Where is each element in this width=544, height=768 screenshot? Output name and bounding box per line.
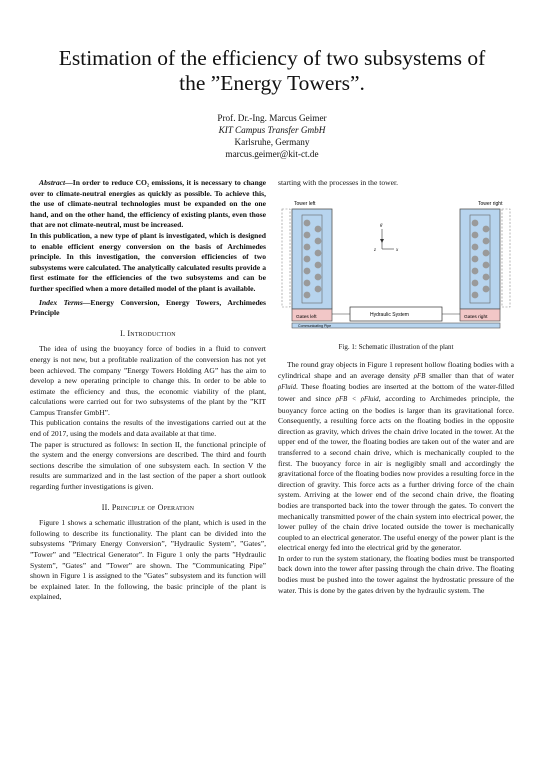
right-intro-text: starting with the processes in the tower. [278, 178, 398, 187]
abstract-p2: In this publication, a new type of plant is investigated, which is designed to enable efficient energy conversion on the basis of Archimedes principle. In this investigation, the conversion efficiencies of two subsystems were calculated. The analytically calculated results provide a first estimate for the efficiencies of the two subsystems and can be further specified when a more detailed model of the plant is available. [30, 230, 266, 293]
abstract-label: Abstract [39, 178, 66, 187]
label-communicating-pipe: Communicating Pipe [298, 323, 332, 328]
abstract-p1: —In order to reduce CO₂ emissions, it is necessary to change over to climate-neutral energies as quickly as possible. To achieve this, the use of climate-neutral technologies must be expanded on the one hand, and on the other hand, the efficiency of existing plants, even those that are not climate-neutral, must be increased. [30, 178, 266, 230]
label-tower-right: Tower right [478, 200, 503, 207]
axis-z-label: z [374, 247, 376, 253]
index-terms [30, 298, 266, 319]
index-terms-label: Index Terms [39, 297, 83, 307]
tower-left [292, 209, 332, 309]
author-name: Prof. Dr.-Ing. Marcus Geimer [217, 113, 327, 123]
section-1-heading: I. Introduction [120, 328, 176, 338]
title-line-2: the ”Energy Towers”. [179, 71, 365, 95]
index-terms-text: —Energy Conversion, Energy Towers, Archimedes Principle [30, 297, 267, 318]
rp1-b: smaller than that of water [425, 370, 515, 380]
rp1-c: . These floating bodies are inserted at the bottom of the water-filled tower and since [278, 382, 514, 403]
axis-indicator [373, 223, 399, 253]
principle-paragraph-1: Figure 1 shows a schematic illustration of the plant, which is used in the following to describe its functionality. The plant can be divided into the subsystems ”Primary Energy Conversion”, ”Hydraulic System”, ”Gates”, ”Tower” and ”Electrical Generator”. In Figure 1 only the parts ”Hydraulic System”, ”Gates” and ”Tower” are shown. The ”Communicating Pipe” shown in Figure 1 is assigned to the ”Gates” subsystem and its function will be explained later. In the following, the basic principle of the plant is explained, [30, 518, 266, 602]
intro-paragraph-3: The paper is structured as follows: In section II, the functional principle of the system and the energy conversions are described. The third and fourth sections describe the simulation of one subsystem each. In section V the results are summarized and in the last section of the paper a short outlook regarding further investigations is given. [30, 439, 266, 492]
axis-x-label: x [396, 247, 399, 253]
tower-right-outer-chain [502, 209, 510, 307]
author-city: Karlsruhe, Germany [234, 137, 310, 147]
density-inequality: ρFB < ρFluid [335, 395, 379, 403]
axis-g-label: g [380, 222, 383, 228]
tower-left-outer-chain [282, 209, 290, 307]
right-paragraph-2: In order to run the system stationary, the floating bodies must be transported back down into the tower after passing through the chain drive. The floating bodies must be pushed into the tower against the hydrostatic pressure of the water. This is done by the gates driven by the hydraulic system. The [278, 553, 514, 595]
label-gates-right: Gates right [464, 314, 488, 320]
rp1-d: , according to Archimedes principle, the buoyancy force acting on the bodies is larger than its gravitational force. Consequently, a resulting force acts on the floating bodies in the opposite direction as gravity, which drives the chain drive located in the tower. At the upper end of the tower, the floating bodies are taken out of the water and are transferred to a second chain drive, which is mechanically coupled to the first. The buoyancy force in air is negligibly small and accordingly the gravitational force of the floating bodies now provides a resulting force in the direction of gravity. This force acts as a further driving force of the chain system. Arriving at the lower end of the second chain drive, the floating bodies are transported back into the tower through the gates. To convert the mechanically transmitted power of the chain system into electrical power, the lower pulley of the chain drive located outside the tower is mechanically coupled to an electrical generator. The useful energy of the power plant is the electrical energy fed into the electrical grid by the generator. [278, 393, 514, 553]
intro-paragraph-2: This publication contains the results of the investigations carried out at the end of 2017, using the models and data available at that time. [30, 418, 266, 439]
author-block [140, 112, 404, 160]
rp1-a: The round gray objects in Figure 1 represent hollow floating bodies with a cylindrical shape and an average density [278, 360, 514, 380]
right-column [278, 178, 514, 596]
label-gates-left: Gates left [296, 314, 317, 320]
title-line-1: Estimation of the efficiency of two subsystems of [58, 46, 486, 70]
author-affiliation: KIT Campus Transfer GmbH [218, 125, 326, 135]
abstract [30, 178, 266, 231]
label-tower-left: Tower left [294, 200, 316, 207]
section-2-heading: II. Principle of Operation [101, 502, 195, 512]
paper-title [30, 46, 514, 96]
left-column [30, 178, 266, 603]
plant-schematic [278, 191, 514, 339]
figure-caption: Fig. 1: Schematic illustration of the plant [338, 342, 454, 351]
rho-fluid: ρFluid [278, 384, 296, 392]
right-paragraph-1 [278, 360, 514, 554]
tower-right [460, 209, 500, 309]
intro-paragraph-1: The idea of using the buoyancy force of bodies in a fluid to convert energy is not new, but a profitable realization of the conversion has not yet been achieved. The company ”Energy Towers Holding AG” has the aim to develop a new operating principle to change this. In order to be able to estimate the efficiency and thus, the economic viability of the plant, calculations were carried out for two subsystems of the plant by the ”KIT Campus Transfer GmbH”. [30, 344, 266, 417]
plant-figure [278, 191, 514, 339]
rho-fb: ρFB [413, 372, 426, 380]
label-hydraulic-system: Hydraulic System [370, 311, 409, 318]
author-email: marcus.geimer@kit-ct.de [225, 149, 319, 159]
